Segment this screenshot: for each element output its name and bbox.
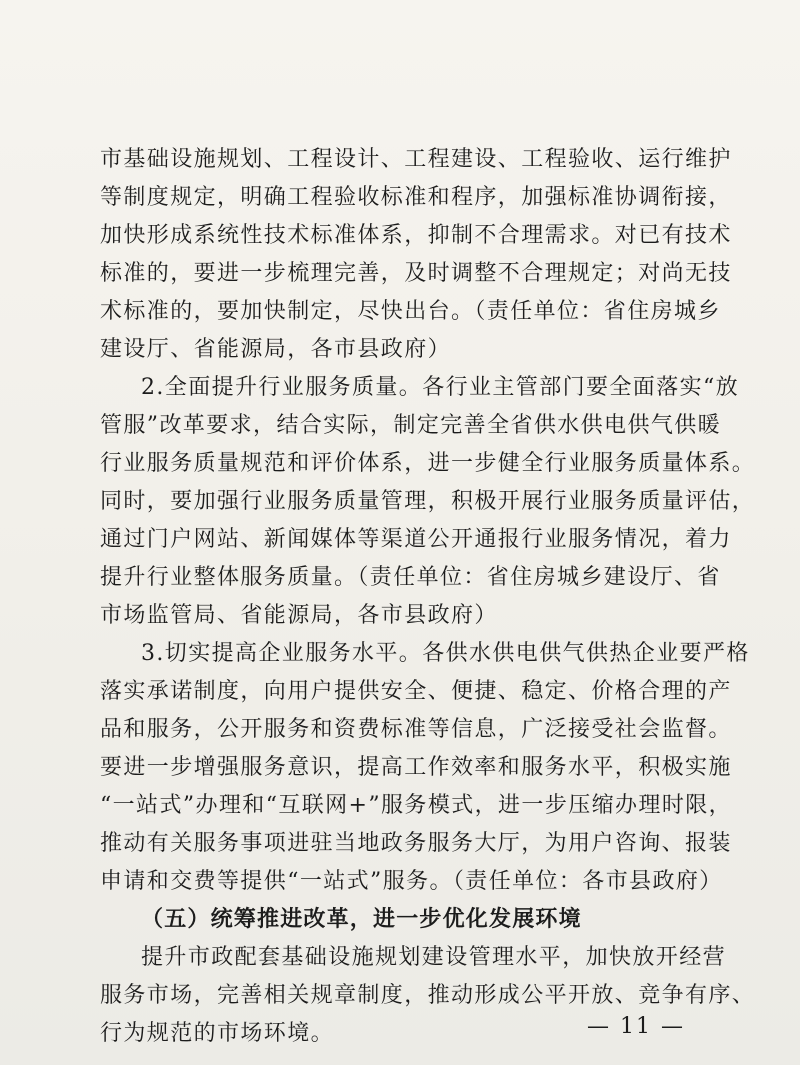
body-line: 术标准的，要加快制定，尽快出台。（责任单位：省住房城乡 bbox=[100, 299, 721, 324]
body-line: 要进一步增强服务意识，提高工作效率和服务水平，积极实施 bbox=[100, 755, 732, 780]
body-line: 服务市场，完善相关规章制度，推动形成公平开放、竞争有序、 bbox=[100, 983, 756, 1008]
page-number: — 11 — bbox=[587, 1014, 685, 1039]
body-line: 建设厅、省能源局，各市县政府） bbox=[100, 337, 452, 362]
body-line: 管服”改革要求，结合实际，制定完善全省供水供电供气供暖 bbox=[100, 413, 722, 438]
paragraph-start: 提升市政配套基础设施规划建设管理水平，加快放开经营 bbox=[141, 945, 727, 970]
body-line: 行为规范的市场环境。 bbox=[100, 1021, 335, 1046]
body-line: “一站式”办理和“互联网+”服务模式，进一步压缩办理时限， bbox=[100, 793, 733, 818]
body-line: 同时，要加强行业服务质量管理，积极开展行业服务质量评估， bbox=[100, 489, 756, 514]
body-line: 申请和交费等提供“一站式”服务。（责任单位：各市县政府） bbox=[100, 869, 723, 894]
body-line: 等制度规定，明确工程验收标准和程序，加强标准协调衔接， bbox=[100, 185, 732, 210]
body-line: 市基础设施规划、工程设计、工程建设、工程验收、运行维护 bbox=[100, 147, 732, 172]
body-line: 标准的，要进一步梳理完善，及时调整不合理规定；对尚无技 bbox=[100, 261, 732, 286]
body-line: 通过门户网站、新闻媒体等渠道公开通报行业服务情况，着力 bbox=[100, 527, 732, 552]
paragraph-2-start: 2.全面提升行业服务质量。各行业主管部门要全面落实“放 bbox=[141, 375, 740, 400]
section-heading: （五）统筹推进改革，进一步优化发展环境 bbox=[141, 907, 582, 932]
body-line: 加快形成系统性技术标准体系，抑制不合理需求。对已有技术 bbox=[100, 223, 732, 248]
body-line: 落实承诺制度，向用户提供安全、便捷、稳定、价格合理的产 bbox=[100, 679, 732, 704]
paragraph-3-start: 3.切实提高企业服务水平。各供水供电供气供热企业要严格 bbox=[141, 641, 750, 666]
body-line: 推动有关服务事项进驻当地政务服务大厅，为用户咨询、报装 bbox=[100, 831, 732, 856]
body-line: 提升行业整体服务质量。（责任单位：省住房城乡建设厅、省 bbox=[100, 565, 721, 590]
body-line: 市场监管局、省能源局，各市县政府） bbox=[100, 603, 498, 628]
body-line: 行业服务质量规范和评价体系，进一步健全行业服务质量体系。 bbox=[100, 451, 756, 476]
body-line: 品和服务，公开服务和资费标准等信息，广泛接受社会监督。 bbox=[100, 717, 732, 742]
